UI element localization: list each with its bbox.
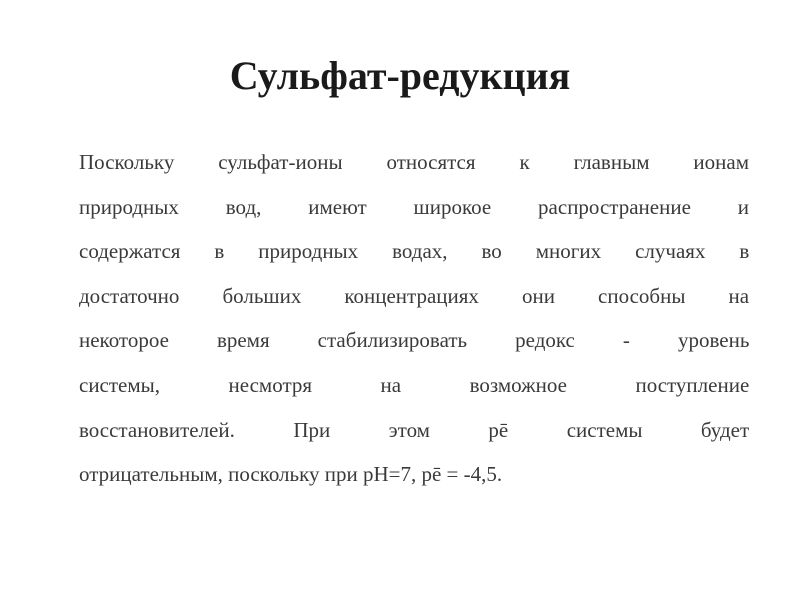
paragraph-line: Поскольку сульфат-ионы относятся к главным ионам — [79, 150, 749, 174]
paragraph-line: достаточно больших концентрациях они способны на — [79, 283, 749, 308]
paragraph-line: системы, несмотря на возможное поступление — [79, 372, 749, 397]
paragraph-line: содержатся в природных водах, во многих случаях в — [79, 239, 749, 264]
paragraph-line: природных вод, имеют широкое распространение и — [79, 194, 749, 219]
paragraph-line: восстановителей. При этом pē системы будет — [79, 417, 749, 442]
slide-title: Сульфат-редукция — [229, 53, 571, 98]
paragraph-line: отрицательным, поскольку при pH=7, pē = -4,5. — [79, 462, 503, 487]
slide-body-paragraph — [79, 140, 749, 497]
paragraph-line: некоторое время стабилизировать редокс - уровень — [79, 328, 749, 353]
